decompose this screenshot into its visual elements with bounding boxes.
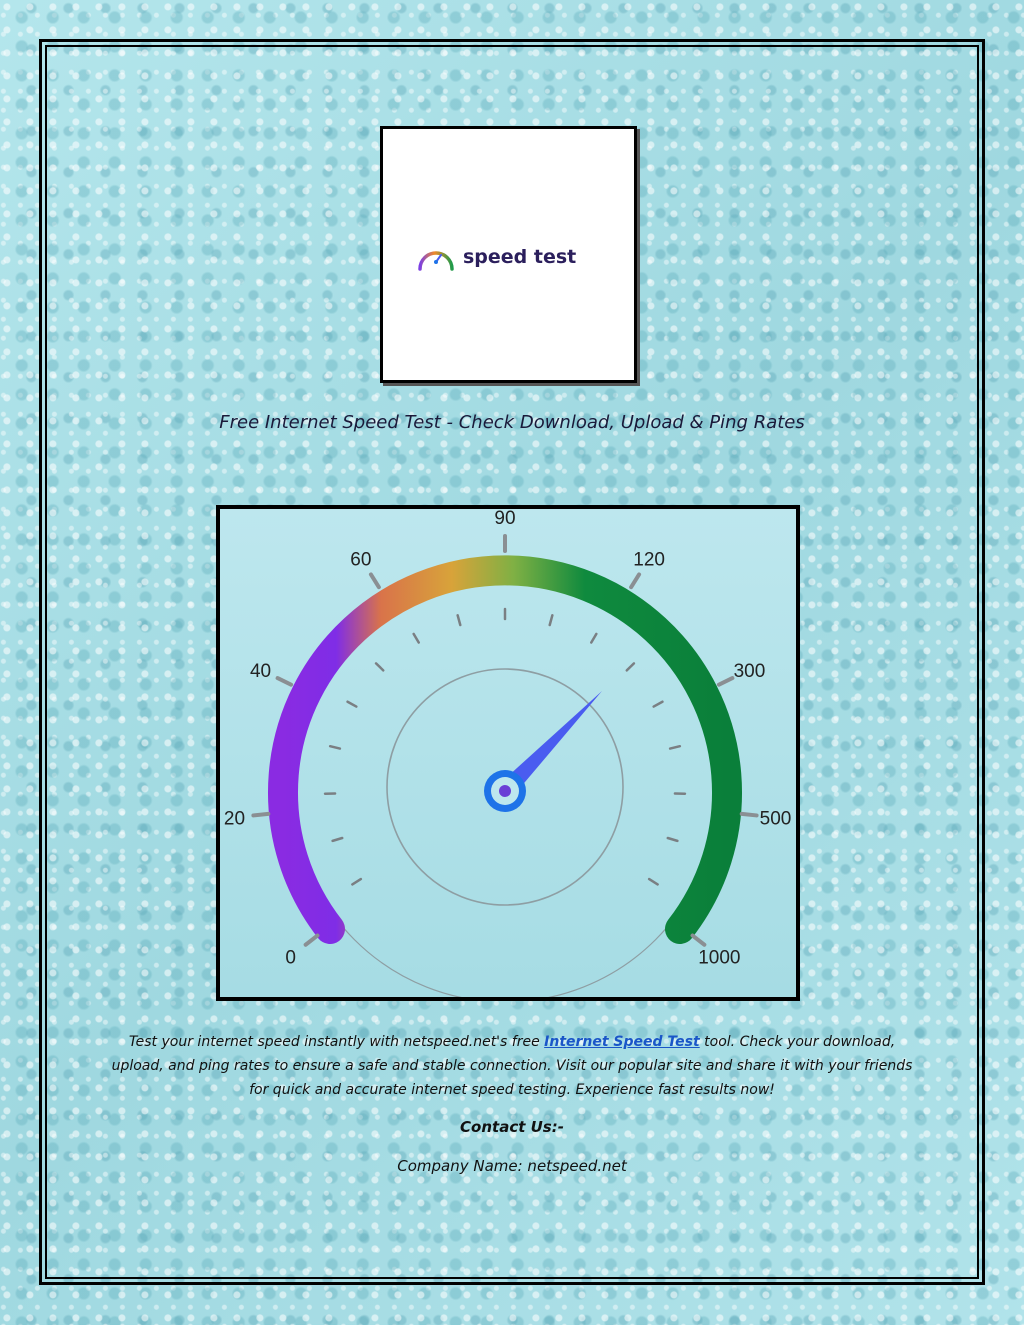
gauge-minor-tick <box>458 615 461 625</box>
gauge-major-tick <box>371 574 379 587</box>
description-text-after: tool. Check your download, upload, and ping rates to ensure a safe and stable connection. Visit our popular site and share it with your friends for quick and accurate internet speed testing. Experience fast results now! <box>111 1034 913 1098</box>
gauge-scale-label: 90 <box>494 509 516 529</box>
gauge-minor-tick <box>348 702 357 707</box>
gauge-major-tick <box>306 936 318 945</box>
gauge-color-arc <box>283 570 727 929</box>
gauge-minor-tick <box>670 746 680 748</box>
gauge-minor-tick <box>376 663 383 670</box>
gauge-hub-center <box>499 785 511 797</box>
gauge-minor-tick <box>654 702 663 707</box>
gauge-major-tick <box>253 814 268 816</box>
gauge-major-tick <box>719 678 732 685</box>
gauge-minor-tick <box>591 634 596 643</box>
speedometer-icon <box>414 239 458 279</box>
contact-heading: Contact Us:- <box>460 1118 564 1136</box>
description-text-before: Test your internet speed instantly with netspeed.net's free <box>128 1034 545 1050</box>
logo-text: speed test <box>463 246 577 268</box>
page-title: Free Internet Speed Test - Check Download, Upload & Ping Rates <box>219 412 805 433</box>
gauge-minor-tick <box>649 879 657 884</box>
gauge-svg <box>220 509 796 997</box>
logo-card <box>380 126 637 383</box>
company-name: Company Name: netspeed.net <box>397 1157 627 1175</box>
internet-speed-test-link[interactable]: Internet Speed Test <box>544 1034 700 1050</box>
gauge-minor-tick <box>414 634 419 643</box>
gauge-scale-label: 40 <box>249 660 272 682</box>
gauge-minor-tick <box>352 879 360 884</box>
gauge-scale-label: 300 <box>733 660 766 682</box>
gauge-scale-label: 60 <box>350 549 372 571</box>
gauge-major-tick <box>278 678 291 685</box>
gauge-minor-ticks <box>325 609 685 884</box>
gauge-scale-label: 120 <box>633 549 665 571</box>
gauge-scale-label: 1000 <box>698 947 741 969</box>
gauge-scale-label: 500 <box>759 808 792 830</box>
speedometer-graphic <box>216 505 800 1001</box>
gauge-major-tick <box>742 814 757 816</box>
gauge-minor-tick <box>550 615 553 625</box>
gauge-minor-tick <box>330 746 340 748</box>
gauge-scale-label: 0 <box>285 947 296 969</box>
description-paragraph <box>110 1030 914 1102</box>
gauge-major-tick <box>693 936 705 945</box>
gauge-major-tick <box>631 574 639 587</box>
gauge-minor-tick <box>627 663 634 670</box>
gauge-scale-label: 20 <box>223 808 246 830</box>
gauge-minor-tick <box>668 838 678 841</box>
gauge-major-ticks <box>253 536 756 945</box>
gauge-minor-tick <box>333 838 343 841</box>
